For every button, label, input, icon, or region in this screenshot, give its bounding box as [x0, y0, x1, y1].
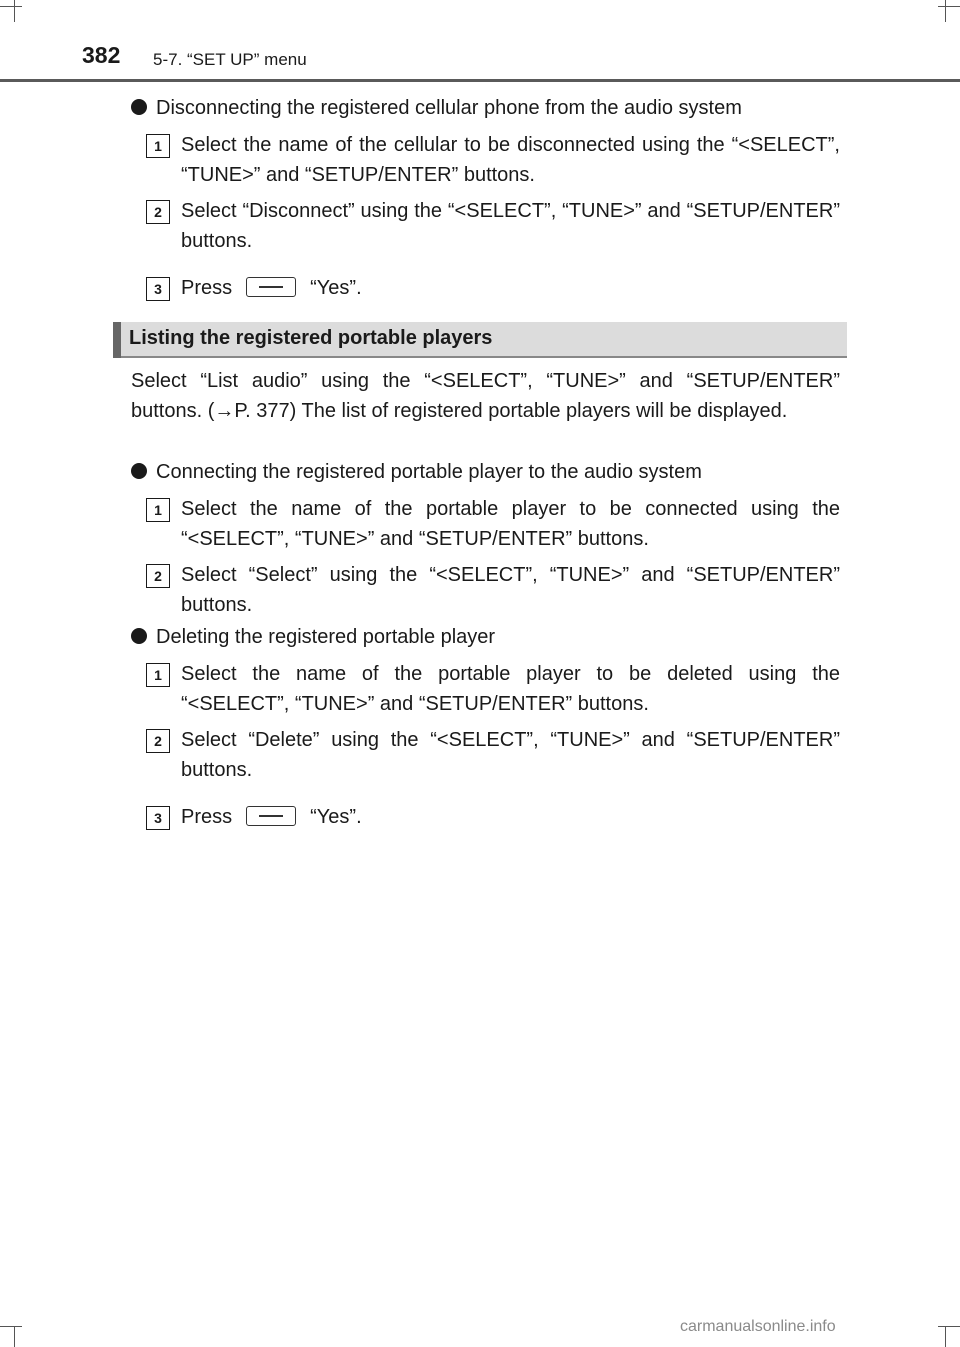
delete-step-3 [146, 802, 840, 832]
connect-player-heading: Connecting the registered portable player to the audio system [131, 457, 702, 487]
page-number: 382 [82, 42, 121, 68]
crop-mark [0, 1326, 22, 1327]
disconnect-phone-heading: Disconnecting the registered cellular phone from the audio system [131, 93, 742, 123]
step-number: 1 [146, 663, 170, 687]
step-text: Select “Select” using the “<SELECT”, “TUNE>” and “SETUP/ENTER” buttons. [181, 564, 840, 616]
step-text: Select “Delete” using the “<SELECT”, “TUNE>” and “SETUP/ENTER” buttons. [181, 729, 840, 781]
step-number: 1 [146, 498, 170, 522]
step-text: Press “Yes”. [181, 277, 362, 299]
crop-mark [938, 1326, 960, 1327]
page-header [0, 0, 960, 84]
delete-step-2 [146, 725, 840, 785]
crop-mark [945, 1326, 946, 1347]
multi-function-button-icon [246, 806, 296, 826]
step-text: Select the name of the portable player to be deleted using the “<SELECT”, “TUNE>” and “SETUP/ENTER” buttons. [181, 663, 840, 715]
step-text: Press “Yes”. [181, 806, 362, 828]
delete-step-1 [146, 659, 840, 719]
step-number: 2 [146, 200, 170, 224]
step-number: 1 [146, 134, 170, 158]
crop-mark [14, 1326, 15, 1347]
step-number: 3 [146, 277, 170, 301]
disconnect-step-1 [146, 130, 840, 190]
portable-intro-paragraph: Select “List audio” using the “<SELECT”, “TUNE>” and “SETUP/ENTER” buttons. (→P. 377) The list of registered portable players will be displayed. [131, 370, 840, 422]
disconnect-step-3 [146, 273, 840, 303]
section-heading-bar [113, 322, 847, 358]
connect-step-1 [146, 494, 840, 554]
step-text: Select “Disconnect” using the “<SELECT”, “TUNE>” and “SETUP/ENTER” buttons. [181, 200, 840, 252]
bullet-icon [131, 628, 147, 644]
step-text: Select the name of the portable player to be connected using the “<SELECT”, “TUNE>” and “SETUP/ENTER” buttons. [181, 498, 840, 550]
connect-step-2 [146, 560, 840, 620]
header-divider [0, 79, 960, 82]
step-number: 2 [146, 729, 170, 753]
multi-function-button-icon [246, 277, 296, 297]
step-number: 2 [146, 564, 170, 588]
bullet-icon [131, 463, 147, 479]
step-text: Select the name of the cellular to be disconnected using the “<SELECT”, “TUNE>” and “SETUP/ENTER” buttons. [181, 134, 840, 186]
footer-watermark: carmanualsonline.info [680, 1318, 836, 1335]
disconnect-step-2 [146, 196, 840, 256]
step-number: 3 [146, 806, 170, 830]
bullet-icon [131, 99, 147, 115]
section-title: 5-7. “SET UP” menu [153, 50, 307, 69]
section-heading: Listing the registered portable players [129, 327, 493, 349]
delete-player-heading: Deleting the registered portable player [131, 622, 495, 652]
section-bar-accent [113, 322, 121, 358]
